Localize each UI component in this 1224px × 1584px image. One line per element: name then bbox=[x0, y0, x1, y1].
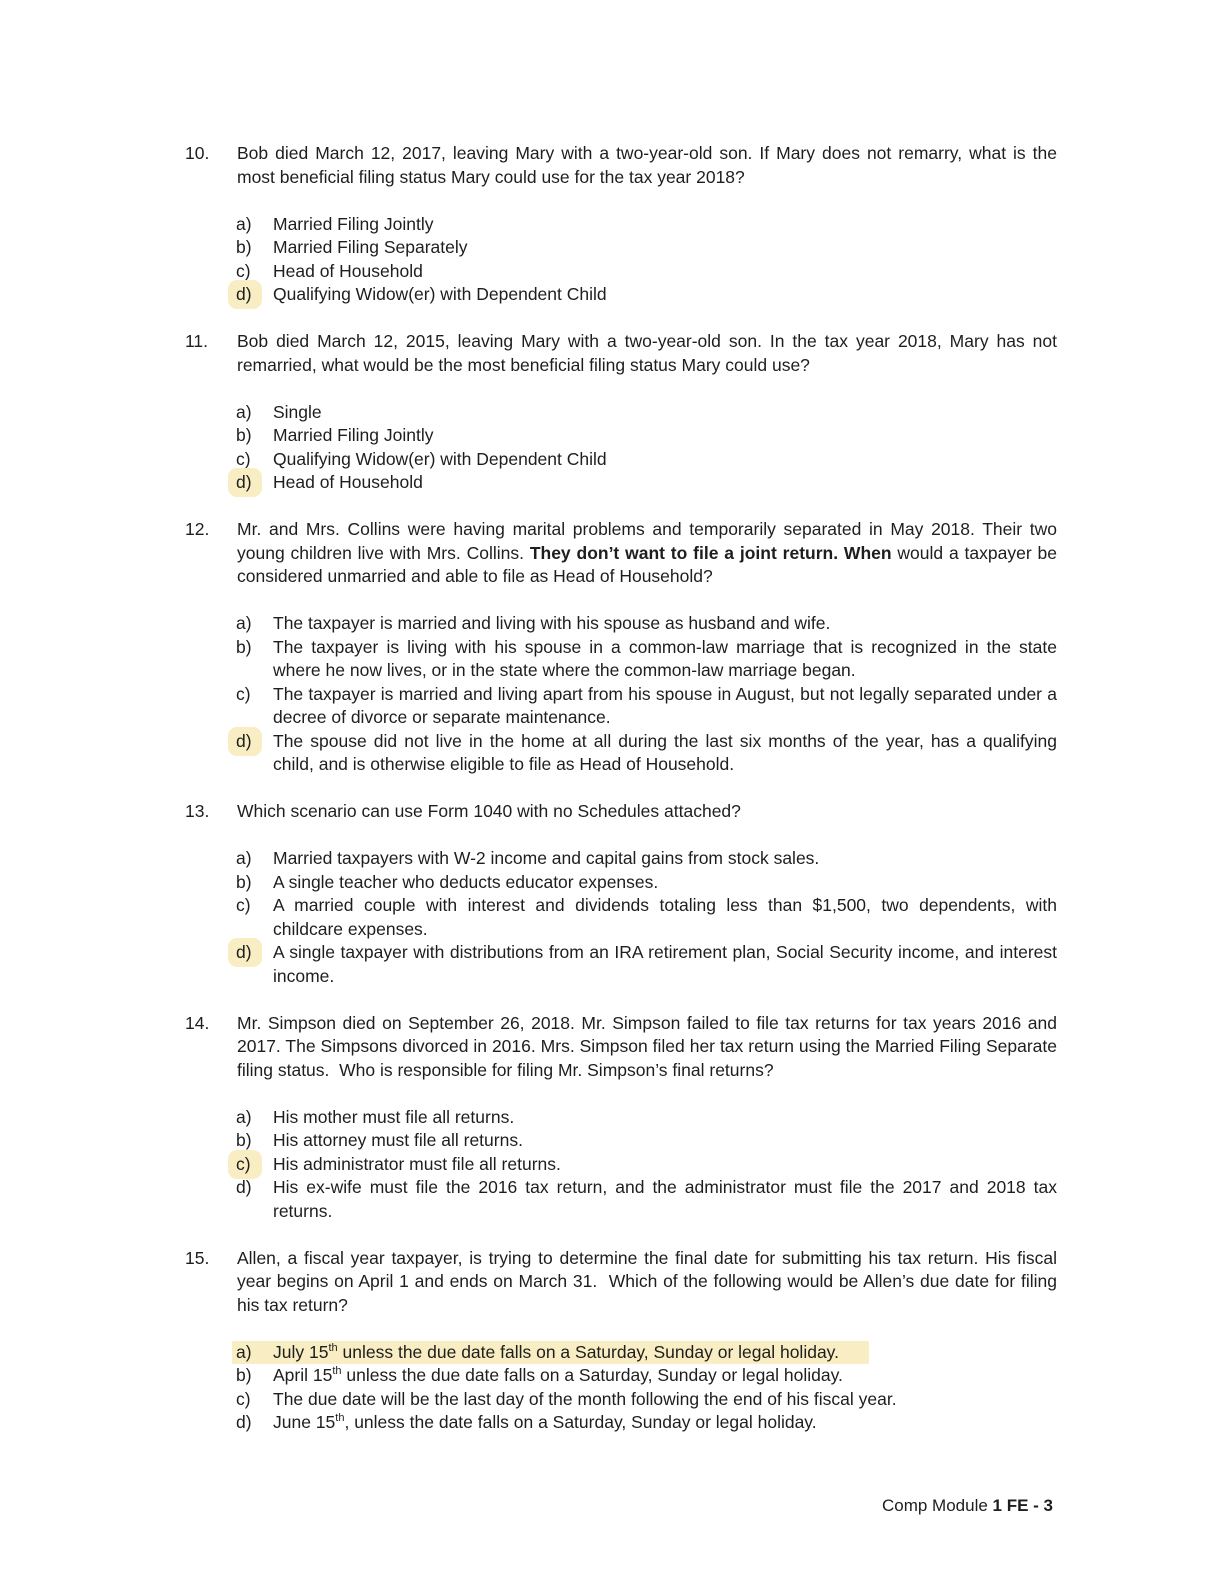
option-letter: b) bbox=[236, 425, 252, 445]
question-10-option-a bbox=[185, 213, 1057, 237]
option-text: Qualifying Widow(er) with Dependent Child bbox=[273, 448, 607, 469]
question-10-option-c bbox=[185, 260, 1057, 284]
option-text: His mother must file all returns. bbox=[273, 1106, 515, 1127]
page-footer bbox=[882, 1494, 1053, 1517]
option-letter: a) bbox=[236, 401, 252, 422]
question-10-option-b bbox=[185, 236, 1057, 260]
answer-highlight-letter: d) bbox=[236, 941, 273, 988]
question-12-option-d bbox=[185, 730, 1057, 777]
question-14-option-a bbox=[185, 1106, 1057, 1130]
option-text: Married Filing Jointly bbox=[273, 213, 434, 234]
option-text: Married Filing Jointly bbox=[273, 425, 434, 445]
question-10-options bbox=[185, 213, 1057, 307]
question-13 bbox=[185, 800, 1057, 988]
option-text: Married Filing Separately bbox=[273, 237, 468, 257]
question-15-options bbox=[185, 1341, 1057, 1435]
option-letter: b) bbox=[236, 237, 252, 257]
footer-module-label: Comp Module bbox=[881, 1496, 993, 1515]
question-13-option-c bbox=[185, 894, 1057, 941]
option-letter: b) bbox=[236, 1365, 252, 1385]
option-text: The taxpayer is living with his spouse in a common-law marriage that is recognized in the state where he now lives, or in the state where the common-law marriage began. bbox=[273, 636, 1057, 680]
option-letter: d) bbox=[236, 1412, 252, 1432]
question-13-text: Which scenario can use Form 1040 with no Schedules attached? bbox=[237, 801, 741, 821]
question-text-bold-segment: They don’t want to file a joint return. When bbox=[529, 542, 892, 563]
question-12-option-b bbox=[185, 636, 1057, 683]
option-letter: b) bbox=[236, 636, 252, 657]
option-text: Single bbox=[273, 401, 322, 422]
question-15-option-b bbox=[185, 1364, 1057, 1388]
option-letter: a) bbox=[236, 613, 252, 633]
option-text: The spouse did not live in the home at all during the last six months of the year, has a qualifying child, and is otherwise eligible to file as Head of Household. bbox=[273, 730, 1057, 774]
option-text: Qualifying Widow(er) with Dependent Child bbox=[273, 284, 607, 304]
question-15-option-c bbox=[185, 1388, 1057, 1412]
answer-highlight-letter: d) bbox=[236, 471, 273, 495]
answer-highlight-letter: d) bbox=[236, 283, 273, 307]
option-text: His ex-wife must file the 2016 tax return, and the administrator must file the 2017 and 2018 tax returns. bbox=[273, 1177, 1057, 1221]
option-letter: c) bbox=[236, 683, 251, 704]
option-text: His administrator must file all returns. bbox=[273, 1153, 561, 1174]
option-letter: c) bbox=[236, 895, 251, 915]
option-text: The due date will be the last day of the month following the end of his fiscal year. bbox=[273, 1388, 897, 1409]
question-12-option-c bbox=[185, 683, 1057, 730]
option-text: April 15th unless the due date falls on a Saturday, Sunday or legal holiday. bbox=[273, 1365, 843, 1385]
question-11 bbox=[185, 330, 1057, 495]
question-10 bbox=[185, 142, 1057, 307]
superscript-ordinal: th bbox=[332, 1365, 342, 1378]
option-letter: c) bbox=[236, 1388, 251, 1409]
option-text: Married taxpayers with W-2 income and capital gains from stock sales. bbox=[273, 848, 820, 868]
answer-highlight-letter: c) bbox=[236, 1153, 273, 1177]
question-text-segment: Mr. and Mrs. Collins were having marital problems and temporarily separated in May 2018. Their two young children live with Mrs. Collins. bbox=[237, 519, 1057, 563]
superscript-ordinal: th bbox=[328, 1341, 338, 1354]
superscript-ordinal: th bbox=[335, 1412, 345, 1425]
option-text: A married couple with interest and dividends totaling less than $1,500, two dependents, with childcare expenses. bbox=[273, 895, 1057, 939]
question-15-number: 15. bbox=[185, 1247, 210, 1268]
option-letter: d) bbox=[236, 1177, 252, 1197]
option-letter: c) bbox=[236, 448, 251, 469]
option-text: His attorney must file all returns. bbox=[273, 1130, 523, 1150]
question-14-number: 14. bbox=[185, 1012, 210, 1033]
option-text: The taxpayer is married and living apart from his spouse in August, but not legally separated under a decree of divorce or separate maintenance. bbox=[273, 683, 1057, 727]
option-text: Head of Household bbox=[273, 472, 423, 492]
question-12-text bbox=[237, 518, 1057, 589]
question-10-number: 10. bbox=[185, 143, 210, 163]
option-text: Head of Household bbox=[273, 260, 423, 281]
question-11-option-a bbox=[185, 401, 1057, 425]
option-text: July 15th unless the due date falls on a Saturday, Sunday or legal holiday. bbox=[273, 1341, 839, 1362]
question-13-option-b bbox=[185, 871, 1057, 895]
question-12-option-a bbox=[185, 612, 1057, 636]
question-14-options bbox=[185, 1106, 1057, 1224]
question-13-options bbox=[185, 847, 1057, 988]
question-13-option-d bbox=[185, 941, 1057, 988]
option-letter: a) bbox=[236, 1106, 252, 1127]
question-15-option-d bbox=[185, 1411, 1057, 1435]
question-11-option-d bbox=[185, 471, 1057, 495]
option-letter: c) bbox=[236, 260, 251, 281]
option-letter: a) bbox=[236, 213, 252, 234]
question-14-text: Mr. Simpson died on September 26, 2018. Mr. Simpson failed to file tax returns for tax years 2016 and 2017. The Simpsons divorced in 2016. Mrs. Simpson filed her tax return using the Married Filing Separate filing status. Who is responsible for filing Mr. Simpson’s final returns? bbox=[237, 1012, 1057, 1080]
question-14-option-c bbox=[185, 1153, 1057, 1177]
question-15 bbox=[185, 1247, 1057, 1435]
question-13-option-a bbox=[185, 847, 1057, 871]
question-12-options bbox=[185, 612, 1057, 777]
question-13-number: 13. bbox=[185, 801, 210, 821]
option-text: A single taxpayer with distributions from an IRA retirement plan, Social Security income, and interest income. bbox=[273, 942, 1057, 986]
question-10-text: Bob died March 12, 2017, leaving Mary with a two-year-old son. If Mary does not remarry, what is the most beneficial filing status Mary could use for the tax year 2018? bbox=[237, 143, 1057, 187]
question-14 bbox=[185, 1012, 1057, 1224]
question-11-options bbox=[185, 401, 1057, 495]
answer-highlight-letter: d) bbox=[236, 730, 273, 777]
question-12-number: 12. bbox=[185, 519, 210, 539]
question-14-option-d bbox=[185, 1176, 1057, 1223]
question-12 bbox=[185, 518, 1057, 777]
footer-page-number: 1 FE - 3 bbox=[992, 1496, 1053, 1515]
question-10-option-d bbox=[185, 283, 1057, 307]
option-text: The taxpayer is married and living with his spouse as husband and wife. bbox=[273, 613, 831, 633]
option-letter: b) bbox=[236, 871, 252, 892]
question-14-option-b bbox=[185, 1129, 1057, 1153]
option-letter: a) bbox=[236, 848, 252, 868]
option-letter: a) bbox=[236, 1341, 252, 1362]
option-letter: b) bbox=[236, 1130, 252, 1150]
option-text: A single teacher who deducts educator expenses. bbox=[273, 871, 659, 892]
exam-page-body bbox=[185, 142, 1057, 1458]
option-text: June 15th, unless the date falls on a Saturday, Sunday or legal holiday. bbox=[273, 1412, 817, 1432]
question-11-option-c bbox=[185, 448, 1057, 472]
question-11-number: 11. bbox=[185, 331, 209, 351]
question-15-text: Allen, a fiscal year taxpayer, is trying to determine the final date for submitting his tax return. His fiscal year begins on April 1 and ends on March 31. Which of the following would be Allen’s due date for filing his tax return? bbox=[237, 1247, 1057, 1315]
question-11-option-b bbox=[185, 424, 1057, 448]
question-15-option-a answer-highlight-line bbox=[232, 1341, 869, 1365]
question-11-text: Bob died March 12, 2015, leaving Mary with a two-year-old son. In the tax year 2018, Mary has not remarried, what would be the most beneficial filing status Mary could use? bbox=[237, 331, 1057, 375]
question-text-segment: would a taxpayer be considered unmarried and able to file as Head of Household? bbox=[237, 542, 1057, 586]
